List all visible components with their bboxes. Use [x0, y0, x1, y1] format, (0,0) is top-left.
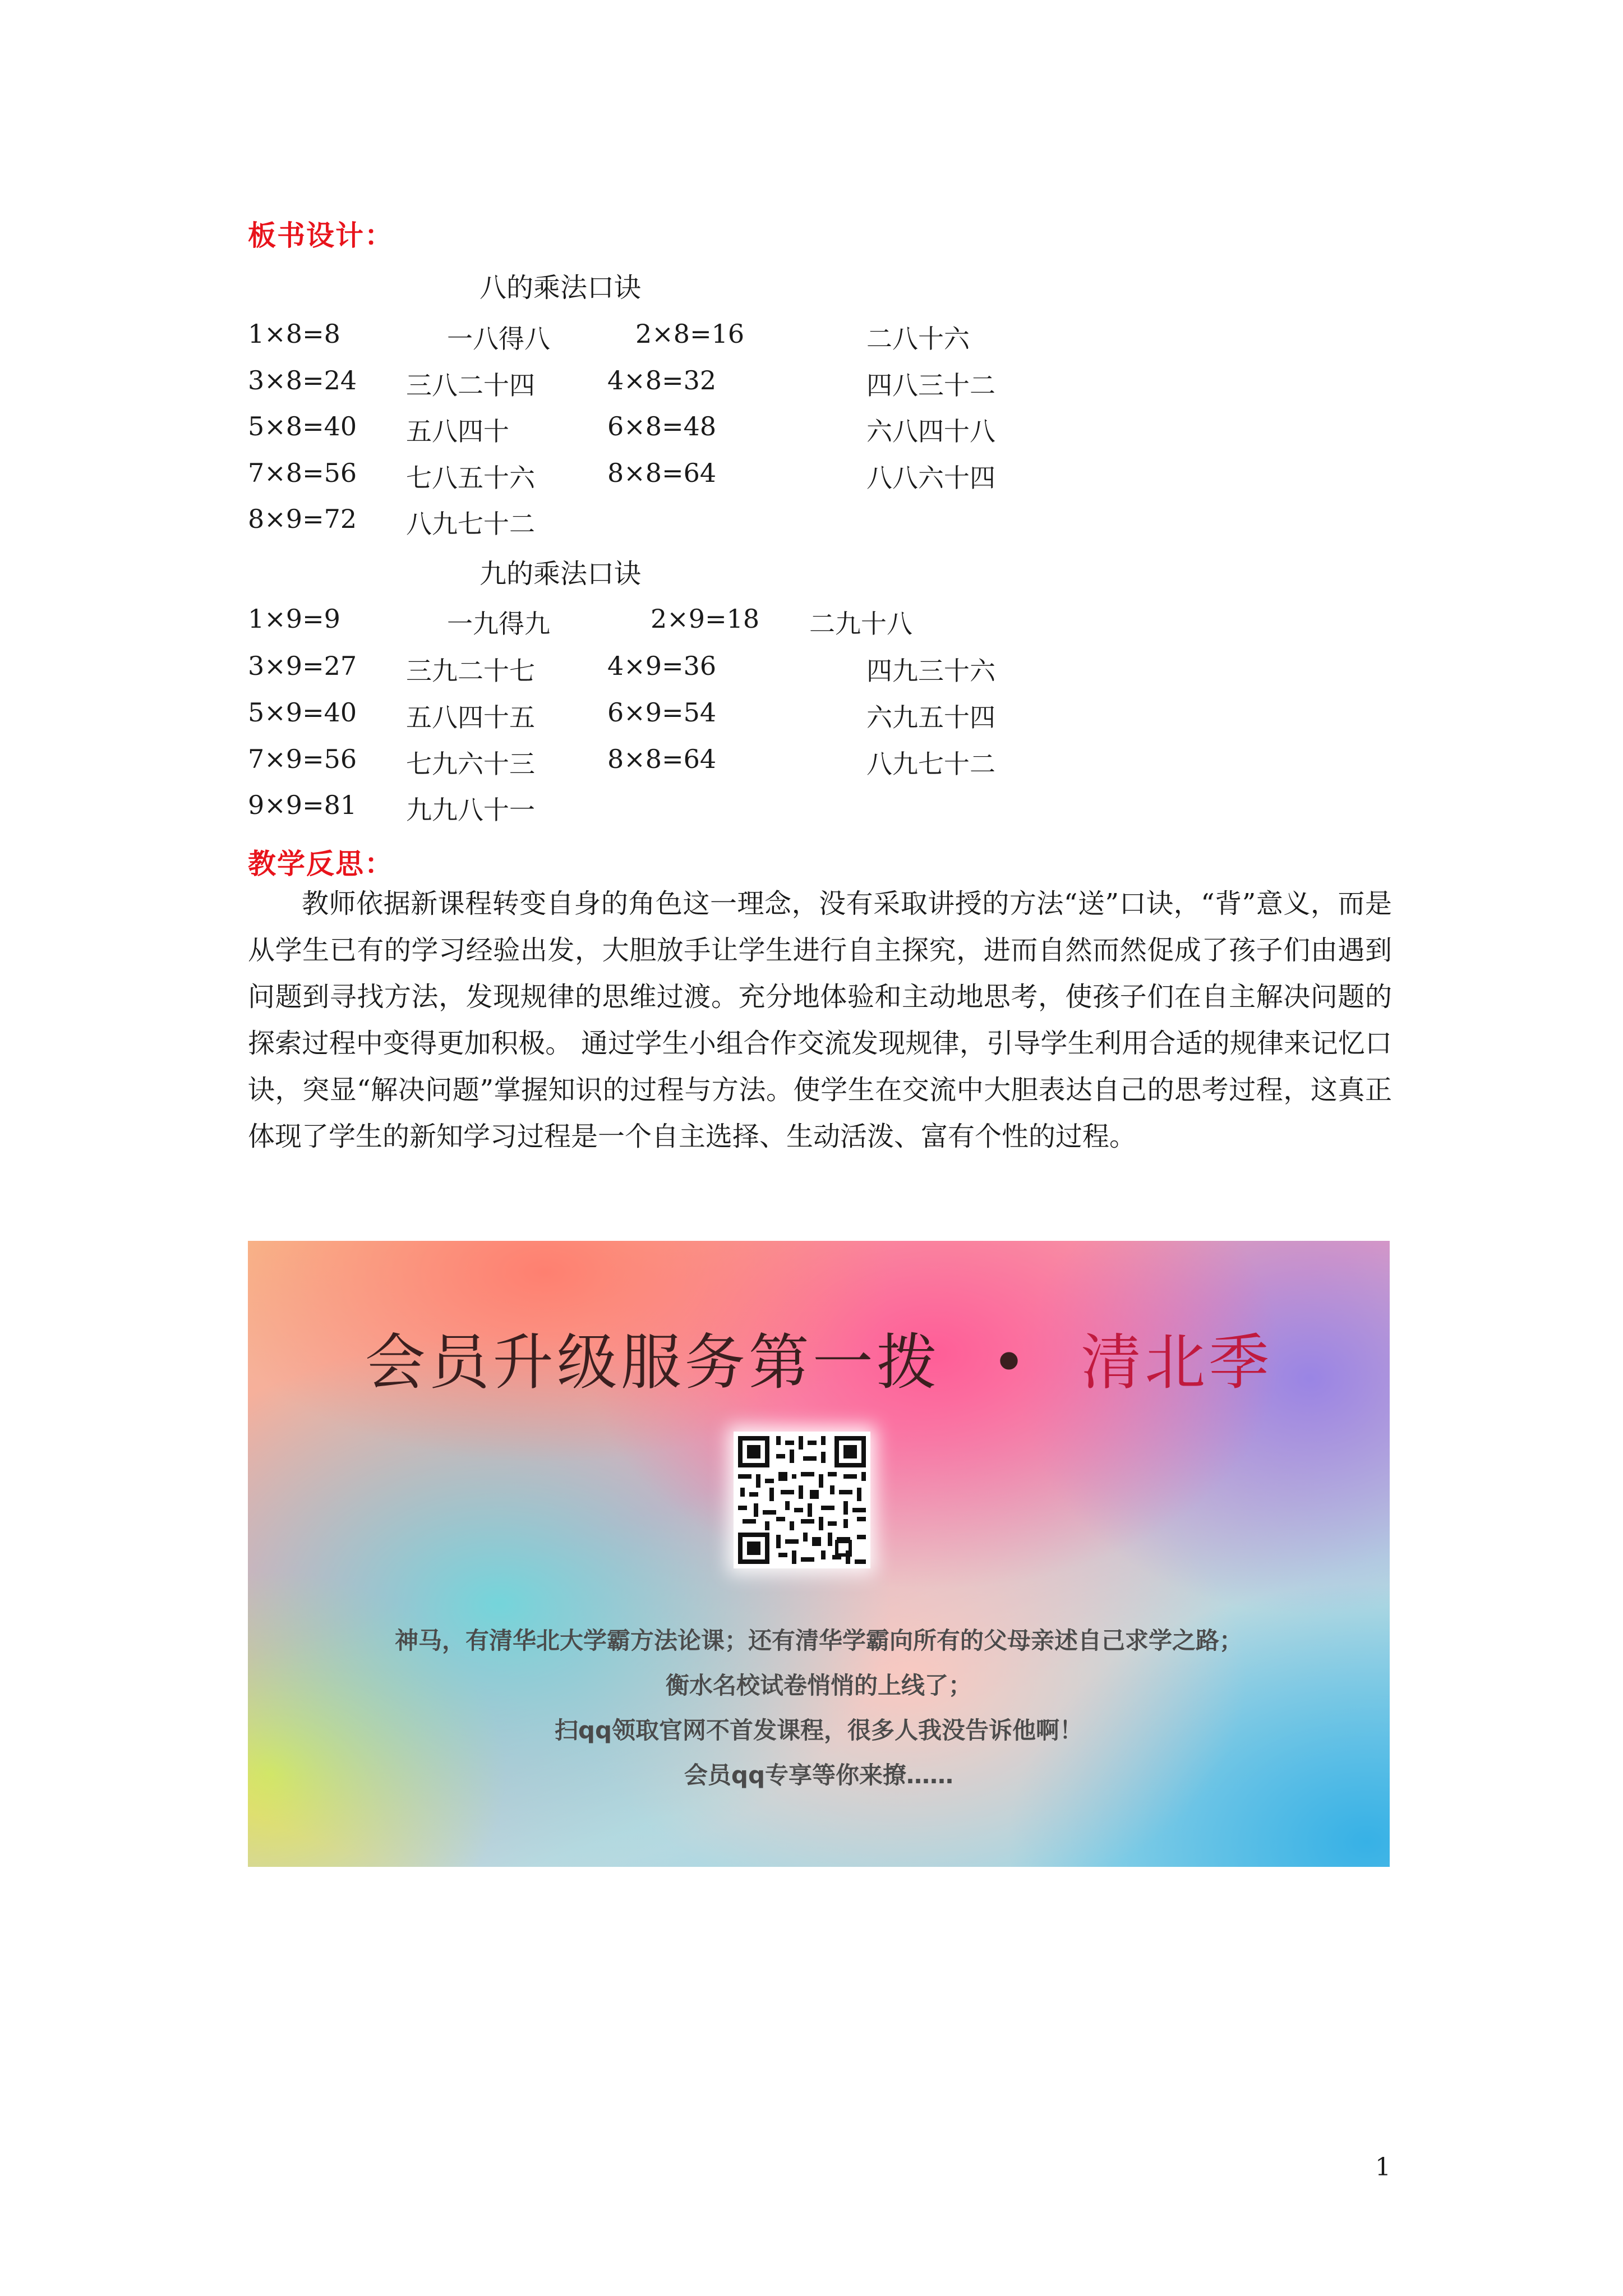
rhyme-cell: 八八六十四 [866, 463, 995, 493]
banner-line: 神马，有清华北大学霸方法论课；还有清华学霸向所有的父母亲述自己求学之路； [394, 1627, 1243, 1654]
banner-line: 衡水名校试卷悄悄的上线了； [665, 1672, 972, 1699]
rhyme-cell: 三八二十四 [406, 370, 535, 401]
rhyme-cell: 二八十六 [866, 324, 970, 354]
reflection-paragraph: 教师依据新课程转变自身的角色这一理念，没有采取讲授的方法“送”口诀，“背”意义，而是从学生已有的学习经验出发，大胆放手让学生进行自主探究，进而自然而然促成了孩子们由遇到问题到寻找方法，发现规律的思维过渡。充分地体验和主动地思考，使孩子们在自主解决问题的探索过程中变得更加积极。 通过学生小组合作交流发现规律，引导学生利用合适的规律来记忆口诀，突显“解决问题”掌握知识的过程与方法。使学生在交流中大胆表达自己的思考过程，这真正体现了学生的新知学习过程是一个自主选择、生动活泼、富有个性的过程。 [248, 888, 1392, 1152]
qr-code-icon[interactable] [734, 1432, 870, 1568]
rhyme-cell: 四九三十六 [866, 656, 995, 686]
equation-cell: 5×8=40 [248, 411, 357, 441]
banner-title-season: 清北季 [1081, 1328, 1273, 1398]
equation-cell: 8×8=64 [607, 458, 717, 488]
banner-title [248, 1314, 1390, 1401]
table-title-nine: 九的乘法口诀 [479, 558, 642, 590]
rhyme-cell: 三九二十七 [406, 656, 535, 686]
rhyme-cell: 七九六十三 [406, 749, 535, 779]
rhyme-cell: 一九得九 [447, 609, 550, 639]
rhyme-cell: 七八五十六 [406, 463, 535, 493]
reflection-heading: 教学反思： [248, 848, 394, 880]
banner-line: 会员qq专享等你来撩…… [684, 1761, 954, 1789]
equation-cell: 4×9=36 [607, 651, 717, 681]
rhyme-cell: 六九五十四 [866, 702, 995, 733]
equation-cell: 1×9=9 [248, 604, 340, 634]
rhyme-cell: 九九八十一 [406, 795, 535, 825]
promo-banner [248, 1241, 1390, 1867]
equation-cell: 7×9=56 [248, 744, 357, 774]
table-title-eight: 八的乘法口诀 [479, 272, 642, 303]
equation-cell: 5×9=40 [248, 697, 357, 728]
rhyme-cell: 八九七十二 [406, 509, 535, 539]
equation-cell: 3×9=27 [248, 651, 357, 681]
banner-line: 扫qq领取官网不首发课程，很多人我没告诉他啊！ [554, 1717, 1083, 1744]
rhyme-cell: 五八四十 [406, 416, 509, 447]
equation-cell: 9×9=81 [248, 790, 357, 820]
board-design-heading: 板书设计： [248, 219, 394, 252]
rhyme-cell: 一八得八 [447, 324, 550, 354]
equation-cell: 6×8=48 [607, 411, 717, 441]
rhyme-cell: 六八四十八 [866, 416, 995, 447]
equation-cell: 1×8=8 [248, 319, 340, 349]
banner-title-main: 会员升级服务第一拨 [365, 1328, 940, 1398]
banner-title-separator: • [991, 1328, 1030, 1398]
equation-cell: 8×9=72 [248, 504, 357, 534]
rhyme-cell: 四八三十二 [866, 370, 995, 401]
rhyme-cell: 八九七十二 [866, 749, 995, 779]
rhyme-cell: 二九十八 [809, 609, 912, 639]
equation-cell: 8×8=64 [607, 744, 717, 774]
equation-cell: 3×8=24 [248, 365, 357, 395]
equation-cell: 6×9=54 [607, 697, 717, 728]
equation-cell: 7×8=56 [248, 458, 357, 488]
rhyme-cell: 五八四十五 [406, 702, 535, 733]
equation-cell: 2×9=18 [651, 604, 760, 634]
equation-cell: 4×8=32 [607, 365, 717, 395]
equation-cell: 2×8=16 [635, 319, 745, 349]
page-number: 1 [1375, 2153, 1391, 2182]
